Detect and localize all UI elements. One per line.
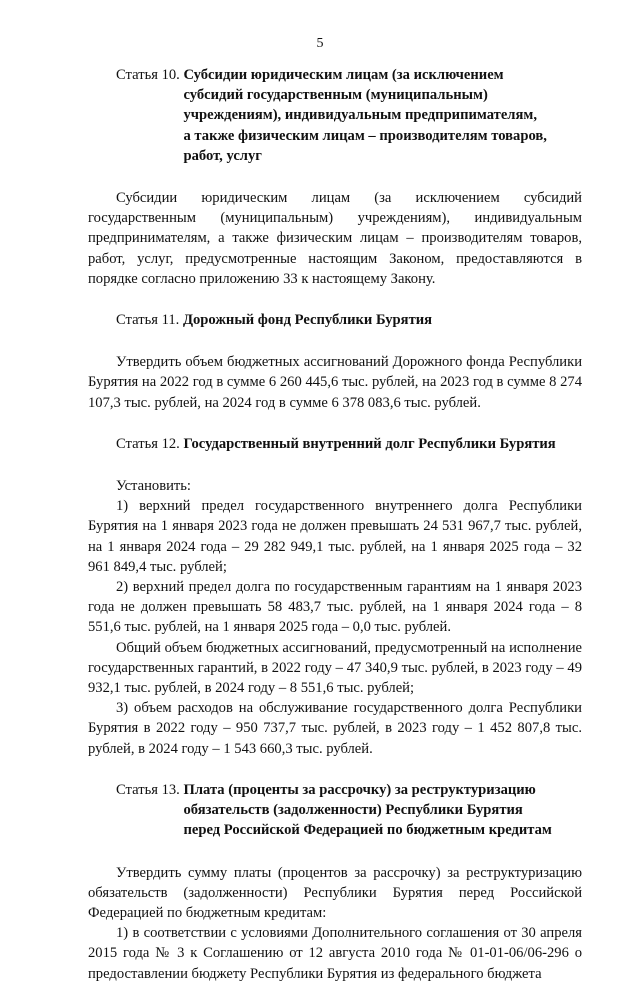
article-10-heading xyxy=(88,65,582,166)
article-13-title-line: перед Российской Федерацией по бюджетным кредитам xyxy=(183,822,552,839)
article-12-paragraph: 1) верхний предел государственного внутреннего долга Республики Бурятия на 1 января 2023 года не должен превышать 24 531 967,7 тыс. рублей, на 1 января 2024 года – 29 282 949,1 тыс. рублей, на 1 января 2025 года – 32 961 849,4 тыс. рублей; xyxy=(88,498,582,575)
article-13-prefix: Статья 13. xyxy=(116,781,184,798)
article-13-title-line: обязательств (задолженности) Республики Бурятия xyxy=(183,802,523,819)
article-10-title-line: работ, услуг xyxy=(183,147,262,164)
article-12-paragraph: 3) объем расходов на обслуживание государственного долга Республики Бурятия в 2022 году – 950 737,7 тыс. рублей, в 2023 году – 1 452 807,8 тыс. рублей, в 2024 году – 1 543 660,3 тыс. рублей. xyxy=(88,700,582,757)
article-13-heading xyxy=(88,780,582,841)
article-13-paragraph: Утвердить сумму платы (процентов за рассрочку) за реструктуризацию обязательств (задолженности) Республики Бурятия перед Российской Федерацией по бюджетным кредитам: xyxy=(88,864,582,921)
article-11-paragraph: Утвердить объем бюджетных ассигнований Дорожного фонда Республики Бурятия на 2022 год в сумме 6 260 445,6 тыс. рублей, на 2023 год в сумме 8 274 107,3 тыс. рублей, на 2024 год в сумме 6 378 083,6 тыс. рублей. xyxy=(88,354,582,411)
article-13-title-line: Плата (проценты за рассрочку) за реструктуризацию xyxy=(183,781,536,798)
article-13-title xyxy=(183,780,582,841)
article-10-prefix: Статья 10. xyxy=(116,67,184,83)
article-11-title: Дорожный фонд Республики Бурятия xyxy=(182,312,433,329)
article-10-title xyxy=(183,65,582,166)
article-12-heading xyxy=(88,434,582,454)
article-12-paragraph: Установить: xyxy=(116,478,191,495)
article-12-title: Государственный внутренний долг Республики Бурятия xyxy=(183,435,556,452)
article-10-title-line: субсидий государственным (муниципальным) xyxy=(183,87,488,104)
page-number: 5 xyxy=(316,36,324,51)
article-10-title-line: Субсидии юридическим лицам (за исключением xyxy=(183,67,504,83)
article-12-paragraph: Общий объем бюджетных ассигнований, предусмотренный на исполнение государственных гарантий, в 2022 году – 47 340,9 тыс. рублей, в 2023 году – 49 932,1 тыс. рублей, в 2024 году – 8 551,6 тыс. рублей; xyxy=(88,639,582,697)
article-11-prefix: Статья 11. xyxy=(116,312,183,329)
article-10-title-line: учреждениям), индивидуальным предприпимателям, xyxy=(183,107,537,124)
article-11-heading xyxy=(88,310,582,330)
article-13-paragraph: 1) в соответствии с условиями Дополнительного соглашения от 30 апреля 2015 года № 3 к Соглашению от 12 августа 2010 года № 01-01-06/06-296 о предоставлении бюджету Республики Бурятия из федерального бюджета xyxy=(88,925,582,982)
article-12-paragraph: 2) верхний предел долга по государственным гарантиям на 1 января 2023 года не должен превышать 58 483,7 тыс. рублей, на 1 января 2024 года – 8 551,6 тыс. рублей, на 1 января 2025 года – 0,0 тыс. рублей. xyxy=(88,579,582,636)
article-10-title-line: а также физическим лицам – производителям товаров, xyxy=(183,127,547,144)
article-10-paragraph: Субсидии юридическим лицам (за исключением субсидий государственным (муниципальным) учреждениям), индивидуальным предпринимателям, а также физическим лицам – производителям товаров, работ, услуг, предусмотренные настоящим Законом, предоставляются в порядке согласно приложению 33 к настоящему Закону. xyxy=(88,190,582,287)
article-12-prefix: Статья 12. xyxy=(116,435,184,452)
document-body xyxy=(88,65,582,984)
